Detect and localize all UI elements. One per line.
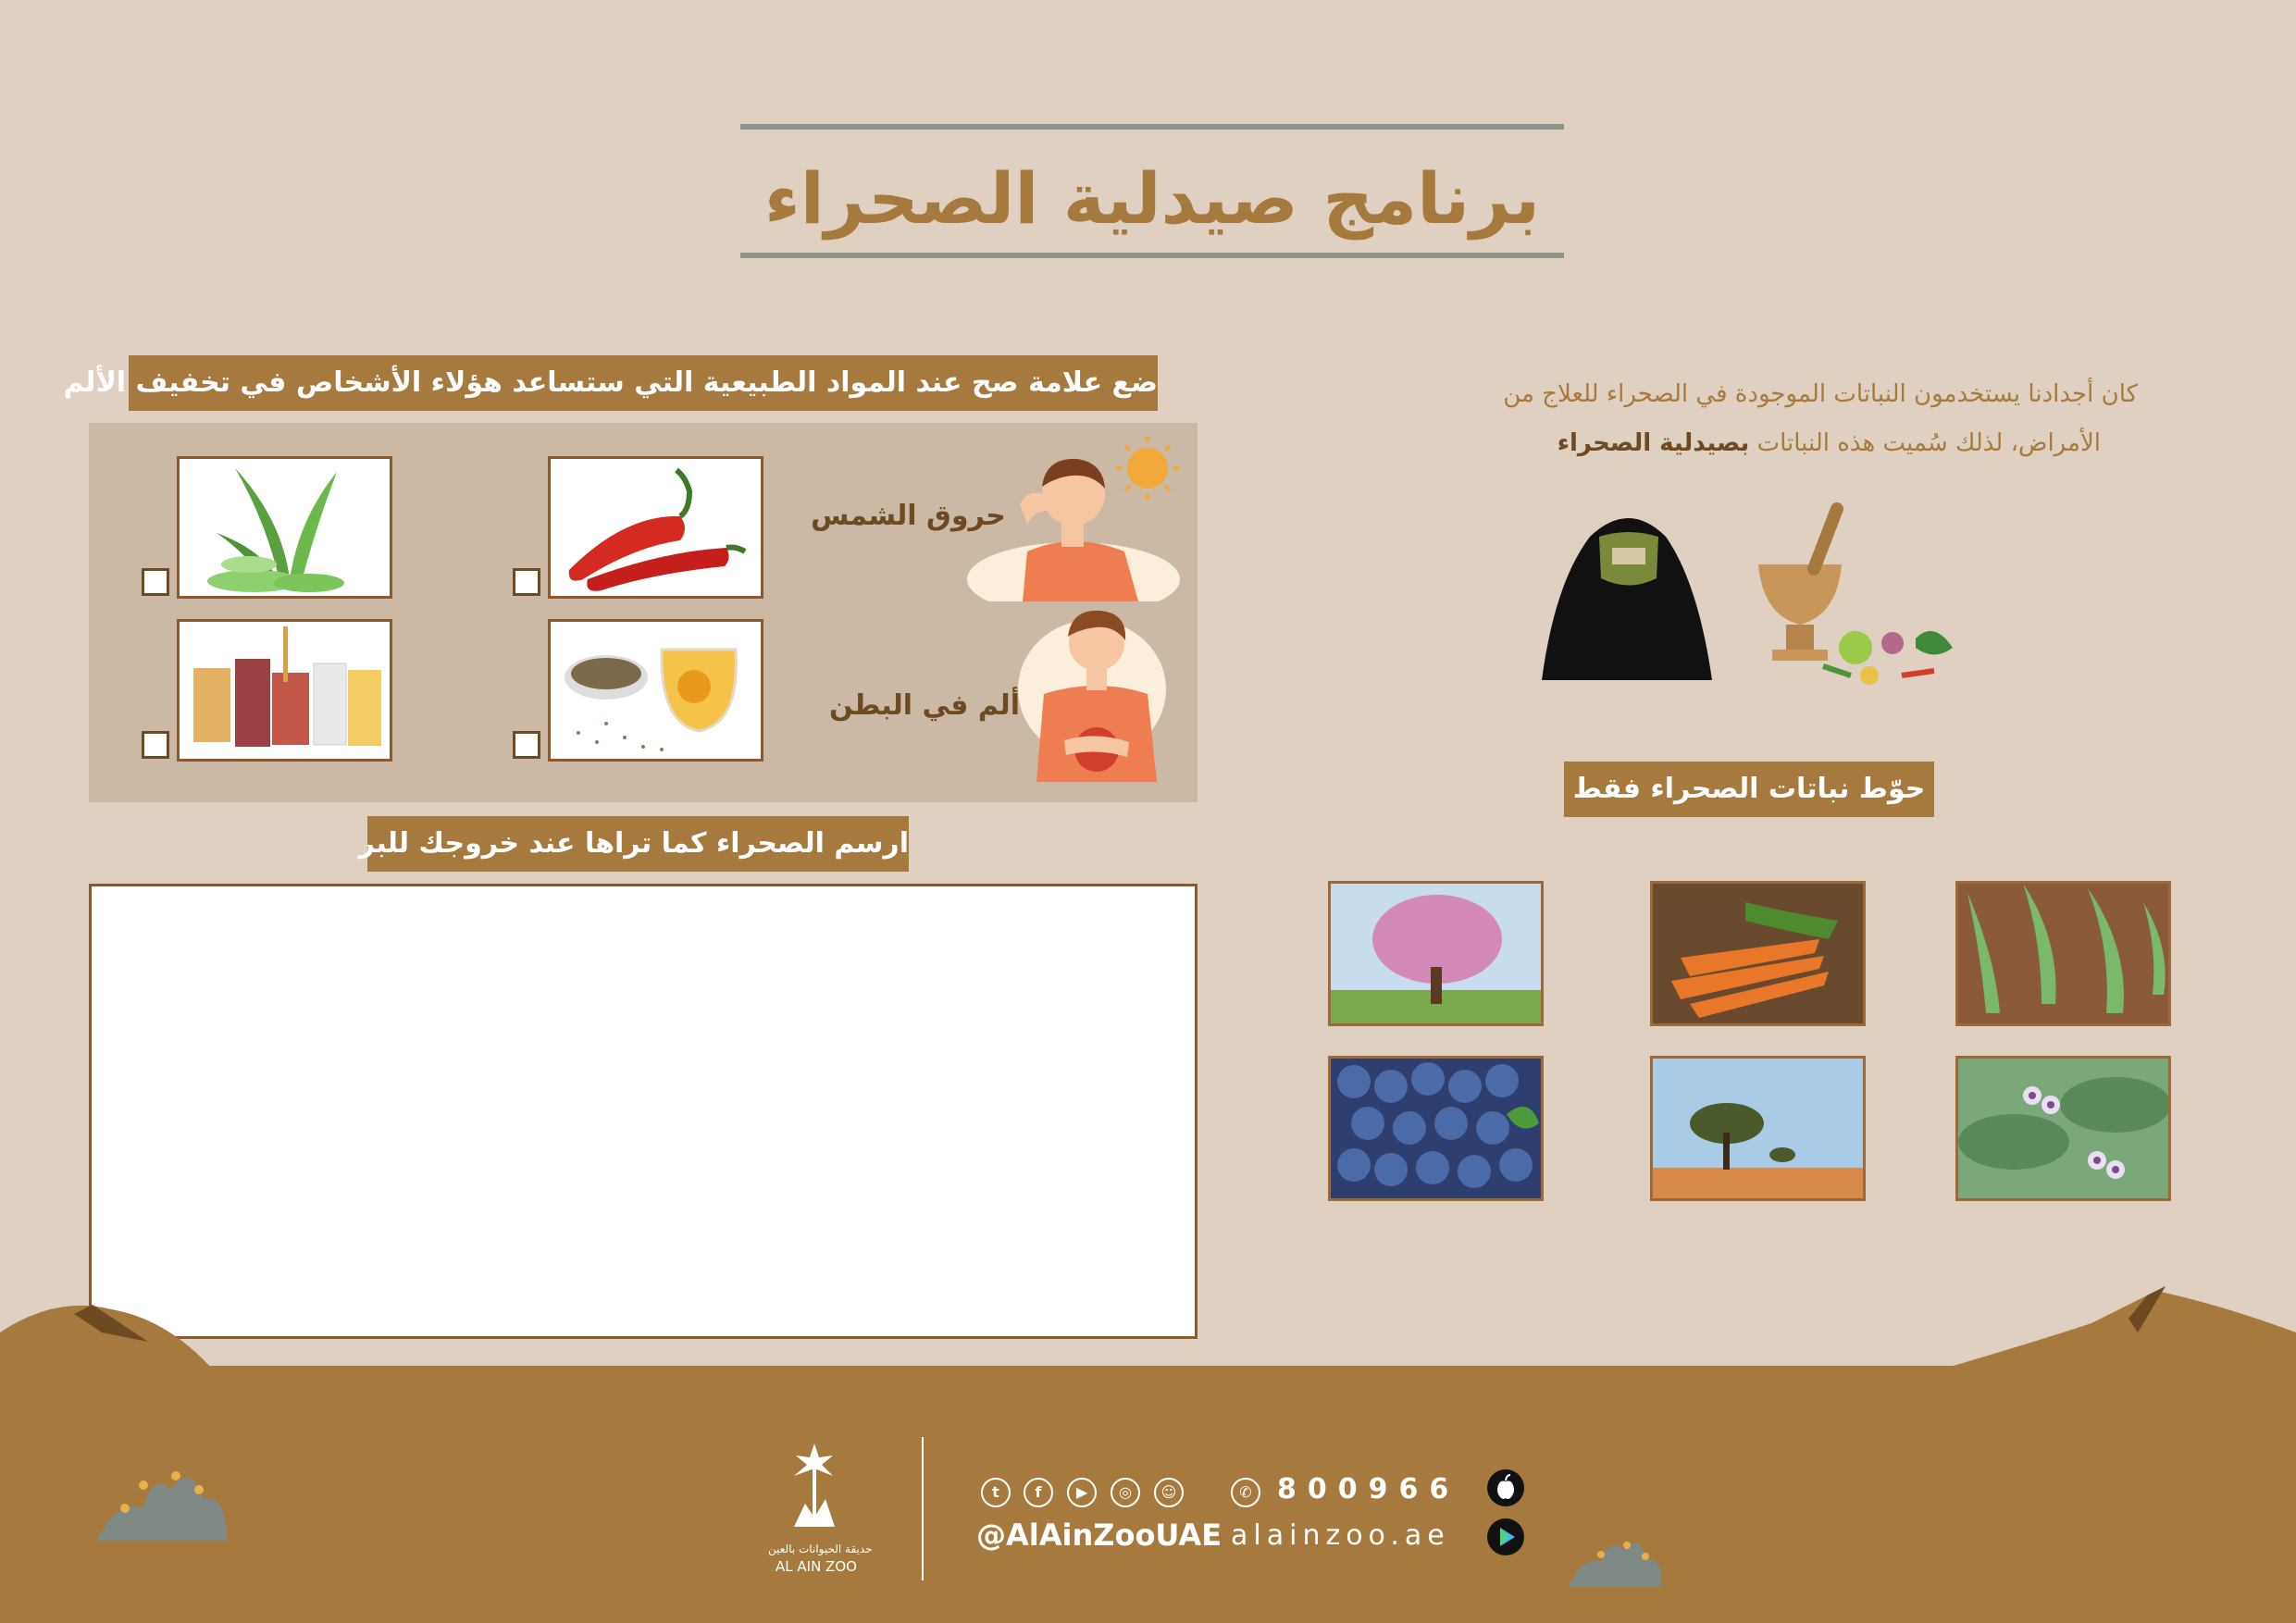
intro-line-2-text: الأمراض، لذلك سُميت هذه النباتات <box>1749 429 2101 457</box>
chili-icon <box>551 459 761 596</box>
website-link[interactable]: alainzoo.ae <box>1231 1519 1450 1552</box>
twitter-icon[interactable]: t <box>981 1478 1011 1507</box>
aloe-icon <box>180 459 390 596</box>
checkbox-aloe[interactable] <box>142 568 169 596</box>
calotropis-flowers-image <box>1955 1056 2171 1201</box>
title-rule-bottom <box>740 253 1564 258</box>
social-handle[interactable]: @AlAinZooUAE <box>976 1518 1222 1553</box>
checkbox-cumin-tea[interactable] <box>513 731 540 759</box>
google-play-icon[interactable] <box>1486 1518 1525 1556</box>
bedouin-woman-mortar-illustration <box>1536 490 1962 712</box>
cherry-blossom-tree-image <box>1328 881 1544 1026</box>
checkbox-soft-drinks[interactable] <box>142 731 169 759</box>
intro-line-2 <box>1388 419 2138 468</box>
stomachache-person-illustration <box>1018 601 1175 782</box>
al-ain-zoo-logo-icon <box>787 1439 842 1541</box>
phone-number[interactable]: 800966 <box>1277 1473 1460 1505</box>
footer-divider <box>922 1437 924 1580</box>
facebook-icon[interactable]: f <box>1024 1478 1053 1507</box>
task1-instruction: ضع علامة صح عند المواد الطبيعية التي ستساعد هؤلاء الأشخاص في تخفيف الألم <box>129 355 1158 411</box>
instagram-icon[interactable]: ◎ <box>1111 1478 1140 1507</box>
blueberries-image <box>1328 1056 1544 1201</box>
page-title: برنامج صيدلية الصحراء <box>763 157 1541 240</box>
drinks-icon <box>180 622 390 759</box>
apple-store-icon[interactable] <box>1486 1468 1525 1507</box>
intro-text <box>1388 370 2138 468</box>
acacia-tree-image <box>1650 1056 1866 1201</box>
aloe-vera-image <box>177 456 392 599</box>
task3-instruction: حوّط نباتات الصحراء فقط <box>1564 762 1934 817</box>
youtube-icon[interactable]: ▶ <box>1067 1478 1097 1507</box>
carrots-image <box>1650 881 1866 1026</box>
soft-drinks-image <box>177 619 392 762</box>
intro-line-1: كان أجدادنا يستخدمون النباتات الموجودة في الصحراء للعلاج من <box>1503 380 2138 408</box>
intro-highlight: بصيدلية الصحراء <box>1557 429 1750 457</box>
ailment-sunburn-label: حروق الشمس <box>811 500 1006 532</box>
red-chili-peppers-image <box>548 456 763 599</box>
desert-shrub-left-icon <box>88 1443 236 1545</box>
task2-instruction: ارسم الصحراء كما تراها عند خروجك للبر <box>367 816 909 872</box>
footer <box>0 1366 2296 1623</box>
title-rule-top <box>740 124 1564 130</box>
desert-shrub-right-icon <box>1564 1518 1666 1592</box>
logo-arabic-text: حديقة الحيوانات بالعين <box>768 1542 873 1555</box>
cumin-tea-image <box>548 619 763 762</box>
checkbox-chili[interactable] <box>513 568 540 596</box>
ailment-stomachache-label: ألم في البطن <box>829 689 1020 722</box>
logo-english-text: AL AIN ZOO <box>776 1558 857 1575</box>
phone-icon: ✆ <box>1231 1478 1260 1507</box>
drawing-area[interactable] <box>89 884 1198 1339</box>
snapchat-icon[interactable]: ☺ <box>1154 1478 1184 1507</box>
tea-icon <box>551 622 761 759</box>
aloe-field-image <box>1955 881 2171 1026</box>
